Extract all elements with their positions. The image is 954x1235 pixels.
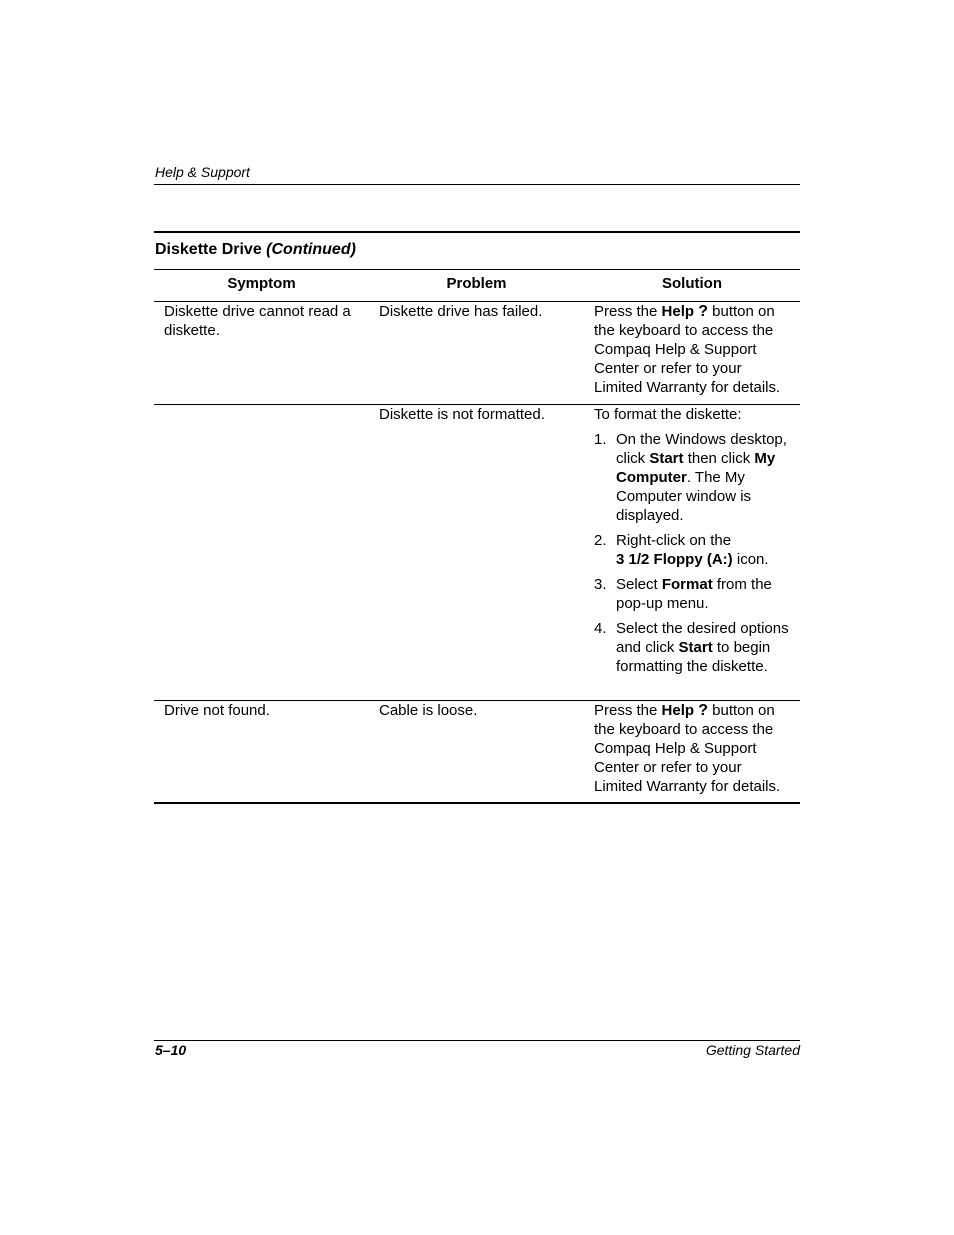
solution-text: button on the keyboard to access the Compaq Help & Support Center or refer to your Limited Warranty for details. (594, 303, 781, 396)
step-text: to begin formatting the diskette. (616, 639, 771, 675)
step-number: 3. (594, 576, 607, 593)
section-title (155, 241, 356, 259)
help-question-icon: ? (698, 303, 708, 320)
table-top-rule (154, 269, 800, 270)
page-number: 5–10 (155, 1042, 187, 1058)
solution-cell (594, 701, 794, 796)
solution-intro: To format the diskette: (594, 406, 742, 423)
step-bold-term: 3 1/2 Floppy (A:) (616, 551, 733, 568)
symptom-cell: Drive not found. (164, 702, 270, 719)
solution-cell (594, 302, 794, 397)
step-number: 2. (594, 532, 607, 549)
solution-text: button on the keyboard to access the Compaq Help & Support Center or refer to your Limited Warranty for details. (594, 702, 781, 795)
step-text: Select (616, 576, 662, 593)
column-header-symptom: Symptom (227, 275, 296, 292)
symptom-cell: Diskette drive cannot read a diskette. (164, 303, 351, 339)
solution-text: Press the (594, 303, 662, 320)
step-text: On the Windows desktop, click (616, 431, 787, 467)
table-bottom-rule (154, 802, 800, 804)
step-text: Right-click on the (616, 532, 732, 549)
step-bold-term: Start (678, 639, 713, 656)
header-section-label: Help & Support (155, 164, 250, 180)
solution-text: Press the (594, 702, 662, 719)
step-number: 4. (594, 620, 607, 637)
step-number: 1. (594, 431, 607, 448)
help-question-icon: ? (698, 702, 708, 719)
column-header-solution: Solution (662, 275, 722, 292)
footer-title: Getting Started (705, 1042, 800, 1058)
list-item (594, 430, 794, 525)
list-item (594, 575, 794, 613)
problem-cell: Diskette drive has failed. (379, 303, 543, 320)
problem-cell: Diskette is not formatted. (379, 406, 545, 423)
solution-cell (594, 405, 794, 682)
help-key-label: Help (661, 303, 695, 320)
step-bold-term: My Computer (616, 450, 776, 486)
step-bold-term: Format (661, 576, 713, 593)
step-text: icon. (732, 551, 769, 568)
section-title-continued: (Continued) (266, 241, 356, 258)
step-text: from the pop-up menu. (616, 576, 772, 612)
section-top-rule (154, 231, 800, 233)
format-steps-list (594, 430, 794, 676)
list-item (594, 619, 794, 676)
section-title-text: Diskette Drive (155, 241, 262, 258)
problem-cell: Cable is loose. (379, 702, 478, 719)
list-item (594, 531, 794, 569)
help-key-label: Help (661, 702, 695, 719)
column-header-problem: Problem (446, 275, 507, 292)
header-rule (154, 184, 800, 185)
step-text: Select the desired options and click (616, 620, 789, 656)
step-text: then click (683, 450, 755, 467)
footer-rule (154, 1040, 800, 1041)
step-text: . The My Computer window is displayed. (616, 469, 752, 524)
step-bold-term: Start (649, 450, 684, 467)
